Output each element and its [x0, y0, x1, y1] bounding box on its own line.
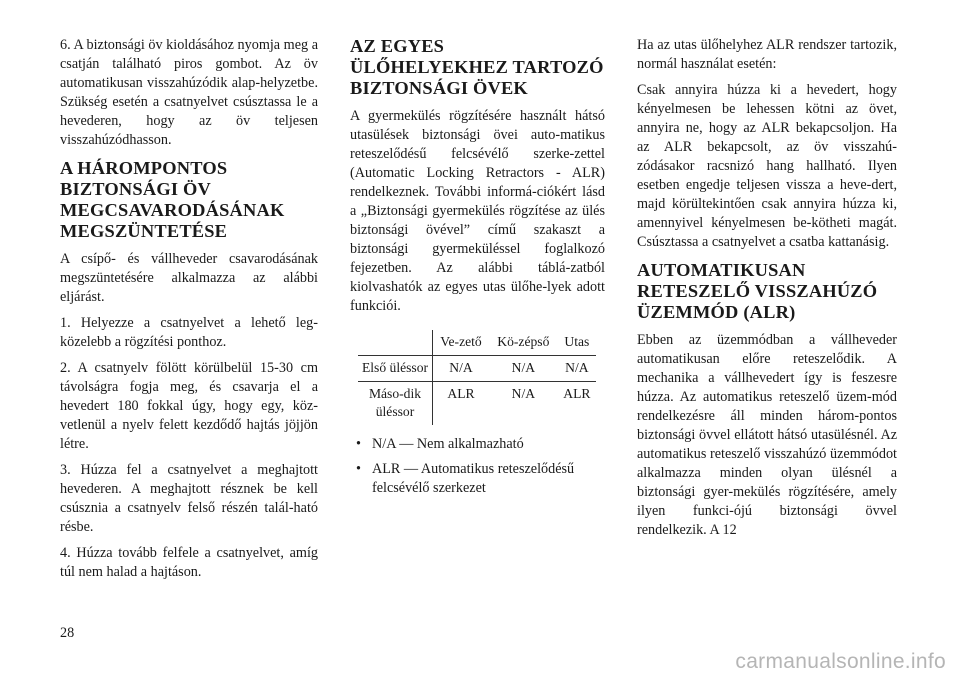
- step-1-text: 1. Helyezze a csatnyelvet a lehető leg-közelebb a rögzítési ponthoz.: [60, 315, 318, 350]
- table-cell: ALR: [563, 386, 591, 401]
- row-label-first-row: Első üléssor: [358, 356, 433, 382]
- table-row: [358, 356, 596, 382]
- body-text: A gyermekülés rögzítésére használt hátsó utasülések biztonsági övei auto-matikus reteszelődésű felcsévélő szerke-zettel (Automatic Locking Retractors - ALR) rendelkeznek. További informá-ciókért lásd a „Biztonsági gyermekülés rögzítése az ülés biztonsági övével” című szakaszt a biztonsági gyermeküléssel foglalkozó fejezetben. Az alábbi táblá-zatból kiolvashatók az egyes utas ülőhe-lyek adott funkciói.: [350, 108, 605, 314]
- step-2-text: 2. A csatnyelv fölött körülbelül 15-30 cm távolságra fogja meg, és csavarja el a hevedert 180 fokkal úgy, hogy egy, köz-vetlenül a nyelv felett kezdődő hajtás jöjjön létre.: [60, 360, 318, 452]
- step-4-text: 4. Húzza tovább felfele a csatnyelvet, amíg túl nem halad a hajtáson.: [60, 545, 318, 580]
- intro-text: Ha az utas ülőhelyhez ALR rendszer tartozik, normál használat esetén:: [637, 37, 897, 72]
- legend-list: [350, 435, 605, 498]
- section-heading-alr: AUTOMATIKUSAN RETESZELŐ VISSZAHÚZÓ ÜZEMMÓD (ALR): [637, 260, 878, 322]
- column-header-passenger: Utas: [558, 330, 596, 356]
- list-item: [350, 435, 605, 454]
- seat-function-table: [358, 330, 596, 425]
- bullet-icon: •: [356, 436, 361, 452]
- section-heading-untwist: A HÁROMPONTOS BIZTONSÁGI ÖV MEGCSAVARODÁSÁNAK MEGSZÜNTETÉSE: [60, 158, 285, 241]
- table-cell: ALR: [447, 386, 475, 401]
- list-item: [350, 460, 605, 498]
- column-left: [60, 36, 318, 589]
- bullet-icon: •: [356, 461, 361, 477]
- legend-na-text: N/A — Nem alkalmazható: [372, 436, 524, 452]
- step-6-text: 6. A biztonsági öv kioldásához nyomja meg a csatján található piros gombot. Az öv automatikusan visszahúzódik alap-helyzetbe. Szükség esetén a csatnyelvet csúsztassa le a hevederen, hogy az öv teljesen visszahúzódhasson.: [60, 37, 318, 148]
- table-cell: N/A: [558, 356, 596, 382]
- column-middle: [350, 36, 605, 504]
- legend-alr-text: ALR — Automatikus reteszelődésű felcsévélő szerkezet: [372, 461, 575, 496]
- row-label-second-row: Máso-dik üléssor: [358, 382, 433, 426]
- body-text-alr: Ebben az üzemmódban a vállheveder automatikusan előre reteszelődik. A mechanika a vállhevedert így is feszesre húzza. Az automatikus reteszelő üzem-mód rendelkezésre áll minden három-pontos biztonsági övvel ellátott hátsó utasülésnél. Az automatikus reteszelő visszahúzó üzemmódot alkalmazza minden olyan ülésnél a biztonsági gyer-mekülés rögzítésére, amely ilyen funkci-ójú biztonsági övvel rendelkezik. A 12: [637, 332, 897, 538]
- body-text: Csak annyira húzza ki a hevedert, hogy kényelmesen be lehessen kötni az övet, annyira ne, hogy az ALR bekapcsoljon. Ha az ALR bekapcsolt, az öv visszahú-zódásakor racsnizó hang hallható. Ilyen esetben engedje teljesen vissza a heve-dert, majd körültekintően csak annyira húzza ki, amennyivel kényelmesen be-kötheti magát. Csúsztassa a csatnyelvet a csatba kattanásig.: [637, 82, 897, 250]
- column-header-driver: Ve-zető: [433, 330, 489, 356]
- section-heading-seat-belts: AZ EGYES ÜLŐHELYEKHEZ TARTOZÓ BIZTONSÁGI ÖVEK: [350, 36, 604, 98]
- watermark: carmanualsonline.info: [735, 650, 946, 673]
- table-row: [358, 382, 596, 426]
- table-cell: N/A: [511, 386, 536, 401]
- table-header-row: [358, 330, 596, 356]
- intro-text: A csípő- és vállheveder csavarodásának megszüntetésére alkalmazza az alábbi eljárást.: [60, 251, 318, 305]
- table-cell: N/A: [489, 356, 558, 382]
- column-header-center: Kö-zépső: [489, 330, 558, 356]
- step-3-text: 3. Húzza fel a csatnyelvet a meghajtott hevederen. A meghajtott résznek be kell csúsznia a csatnyelv felső részén talál-ható résbe.: [60, 462, 318, 535]
- column-right: [637, 36, 897, 547]
- table-corner-cell: [358, 330, 433, 356]
- table-cell: N/A: [433, 356, 489, 382]
- page-number: 28: [60, 625, 75, 641]
